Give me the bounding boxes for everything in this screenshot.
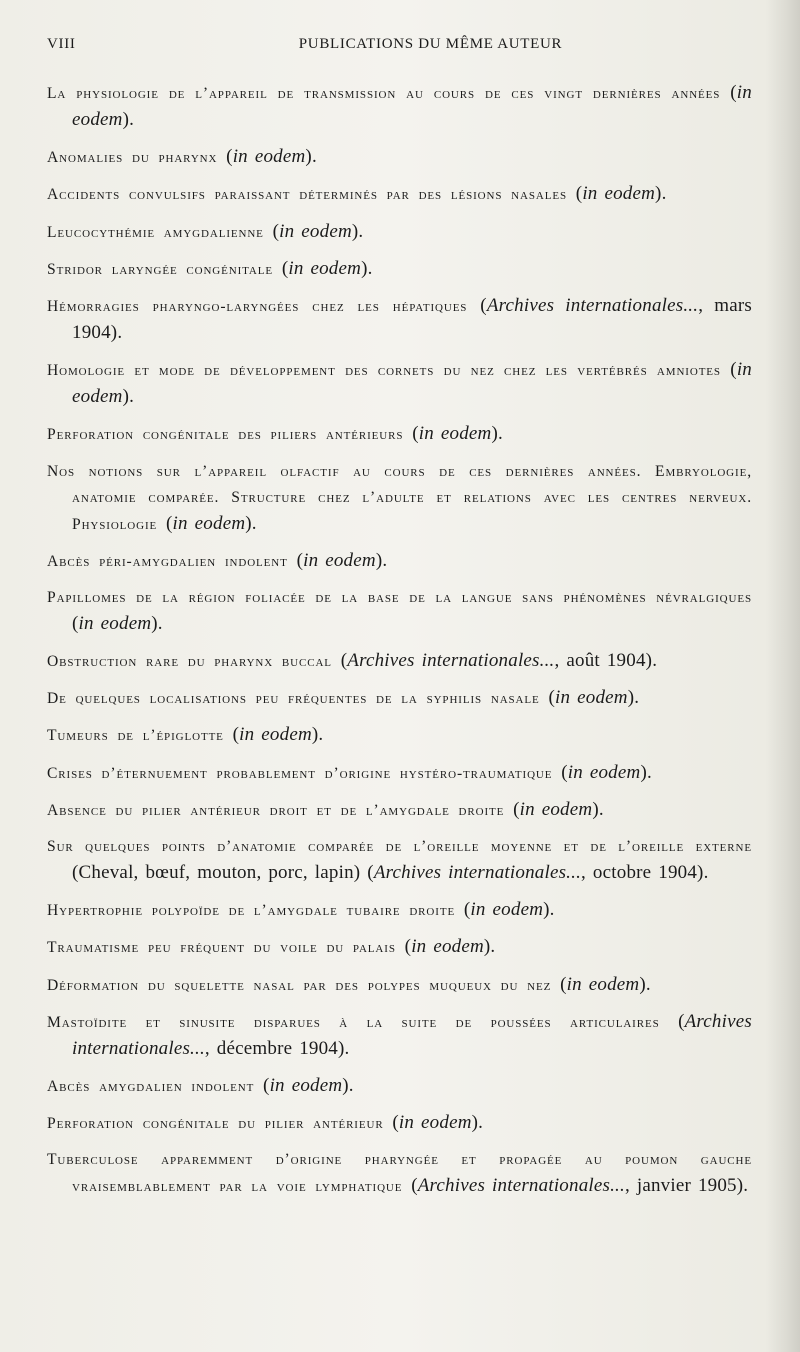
source-italic: in eodem	[582, 183, 656, 205]
source-prefix: (	[575, 183, 583, 205]
source-suffix: , août 1904).	[554, 650, 658, 672]
entry-source	[233, 724, 324, 745]
publication-entry	[47, 548, 752, 575]
source-prefix: (	[166, 512, 173, 534]
entry-title: Absence du pilier antérieur droit et de l’amygdale droite	[47, 801, 505, 819]
entry-title: Obstruction rare du pharynx buccal	[47, 653, 332, 671]
entry-source	[576, 183, 667, 204]
source-italic: in eodem	[72, 82, 752, 130]
source-suffix: ).	[351, 220, 364, 242]
publication-entry	[47, 421, 752, 448]
entry-title: Abcès amygdalien indolent	[47, 1077, 255, 1095]
source-prefix: (	[281, 257, 289, 279]
publication-entry	[47, 293, 752, 347]
entry-source	[392, 1112, 483, 1133]
source-prefix: (	[730, 359, 737, 381]
source-prefix: (	[232, 724, 240, 746]
page-header	[47, 36, 754, 58]
entry-title: Tumeurs de l’épiglotte	[47, 727, 224, 745]
source-prefix: (	[480, 294, 487, 316]
entry-source	[226, 146, 317, 167]
publication-entry	[47, 459, 752, 538]
publication-entry	[47, 1110, 752, 1137]
publication-list	[47, 80, 752, 1211]
source-prefix: (	[513, 798, 520, 820]
source-suffix: ).	[245, 512, 257, 534]
source-prefix: (	[561, 761, 568, 783]
source-prefix: (	[296, 549, 304, 571]
entry-title: Hypertrophie polypoïde de l’amygdale tubaire droite	[47, 902, 456, 920]
publication-entry	[47, 585, 752, 638]
page-gutter-shadow	[766, 0, 800, 1352]
entry-source	[464, 899, 555, 920]
source-suffix: , mars 1904).	[72, 294, 752, 343]
publication-entry	[47, 1147, 752, 1200]
source-italic: in eodem	[470, 899, 544, 921]
publication-entry	[47, 934, 752, 961]
publication-entry	[47, 972, 752, 999]
source-suffix: ).	[471, 1112, 484, 1134]
entry-title: Stridor laryngée congénitale	[47, 260, 273, 278]
source-italic: Archives internationales...	[347, 650, 555, 672]
publication-entry	[47, 797, 752, 824]
entry-source	[273, 221, 364, 242]
entry-title: Nos notions sur l’appareil olfactif au cours de ces dernières années. Embryologie, anatomie comparée. Structure chez l’adulte et relations avec les centres nerveux. Physiologie	[47, 462, 752, 533]
page-number: VIII	[47, 36, 76, 52]
entry-title: De quelques localisations peu fréquentes de la syphilis nasale	[47, 690, 540, 708]
source-prefix: (	[72, 612, 79, 634]
publication-entry	[47, 181, 752, 208]
source-suffix: ).	[483, 936, 496, 958]
entry-source	[166, 513, 257, 534]
entry-title: Hémorragies pharyngo-laryngées chez les hépatiques	[47, 297, 468, 315]
publication-entry	[47, 685, 752, 712]
publication-entry	[47, 357, 752, 411]
source-italic: in eodem	[566, 973, 640, 995]
entry-source	[411, 1175, 748, 1196]
source-prefix: (Cheval, bœuf, mouton, porc, lapin) (	[72, 862, 374, 883]
source-suffix: ).	[543, 899, 555, 921]
source-prefix: (	[272, 220, 280, 242]
source-italic: in eodem	[411, 936, 484, 958]
entry-source	[513, 799, 604, 820]
source-italic: Archives internationales...	[373, 862, 582, 883]
source-italic: in eodem	[72, 359, 752, 408]
entry-source	[282, 258, 373, 279]
source-prefix: (	[412, 423, 419, 445]
source-italic: in eodem	[418, 423, 492, 445]
entry-source	[405, 936, 496, 957]
source-italic: in eodem	[288, 257, 362, 279]
source-italic: in eodem	[172, 512, 246, 534]
source-prefix: (	[463, 899, 471, 921]
source-suffix: , octobre 1904).	[581, 862, 709, 883]
source-italic: in eodem	[303, 549, 376, 571]
publication-entry	[47, 256, 752, 283]
entry-source	[72, 862, 709, 883]
source-suffix: ).	[627, 687, 640, 709]
publication-entry	[47, 834, 752, 887]
entry-title: Homologie et mode de développement des cornets du nez chez les vertébrés amniotes	[47, 362, 721, 380]
publication-entry	[47, 897, 752, 924]
entry-title: Mastoïdite et sinusite disparues à la suite de poussées articulaires	[47, 1013, 660, 1031]
entry-source	[263, 1075, 354, 1096]
entry-source	[412, 423, 503, 444]
entry-title: Crises d’éternuement probablement d’origine hystéro-traumatique	[47, 764, 553, 782]
entry-title: Papillomes de la région foliacée de la base de la langue sans phénomènes névralgiques	[47, 588, 752, 606]
source-prefix: (	[263, 1074, 270, 1096]
entry-source	[341, 650, 657, 671]
source-prefix: (	[340, 650, 348, 672]
publication-entry	[47, 144, 752, 171]
source-suffix: ).	[342, 1074, 354, 1096]
source-italic: Archives internationales...	[417, 1175, 625, 1197]
entry-title: Abcès péri-amygdalien indolent	[47, 552, 288, 570]
source-suffix: , décembre 1904).	[204, 1037, 350, 1059]
entry-title: Déformation du squelette nasal par des polypes muqueux du nez	[47, 976, 552, 994]
publication-entry	[47, 760, 752, 787]
entry-title: Perforation congénitale des piliers antérieurs	[47, 426, 404, 444]
entry-source	[72, 613, 163, 634]
source-italic: Archives internationales...	[486, 294, 699, 316]
entry-title: Tuberculose apparemment d’origine pharyngée et propagée au poumon gauche vraisemblablement par la voie lymphatique	[47, 1151, 752, 1196]
source-italic: in eodem	[554, 687, 628, 709]
source-italic: in eodem	[78, 612, 152, 634]
source-prefix: (	[411, 1175, 418, 1197]
source-italic: in eodem	[567, 761, 641, 783]
source-prefix: (	[226, 146, 233, 168]
source-prefix: (	[678, 1010, 685, 1032]
publication-entry	[47, 722, 752, 749]
publication-entry	[47, 648, 752, 675]
source-italic: in eodem	[239, 724, 312, 746]
source-suffix: ).	[491, 423, 503, 445]
entry-source	[297, 550, 388, 571]
entry-title: La physiologie de l’appareil de transmission au cours de ces vingt dernières années	[47, 85, 721, 102]
entry-title: Sur quelques points d’anatomie comparée de l’oreille moyenne et de l’oreille externe	[47, 838, 752, 855]
source-prefix: (	[560, 973, 567, 995]
source-suffix: ).	[592, 798, 604, 820]
source-prefix: (	[730, 82, 737, 103]
source-suffix: ).	[122, 109, 135, 130]
entry-source	[548, 687, 639, 708]
entry-title: Perforation congénitale du pilier antérieur	[47, 1115, 384, 1133]
publication-entry	[47, 1009, 752, 1063]
source-suffix: ).	[305, 146, 317, 168]
source-prefix: (	[548, 687, 555, 709]
source-italic: in eodem	[519, 798, 593, 820]
source-italic: in eodem	[398, 1112, 472, 1134]
source-suffix: ).	[151, 612, 163, 634]
source-prefix: (	[392, 1112, 399, 1134]
source-italic: in eodem	[279, 220, 352, 242]
source-suffix: ).	[639, 973, 651, 995]
source-suffix: ).	[640, 761, 652, 783]
entry-title: Anomalies du pharynx	[47, 149, 218, 167]
running-title: PUBLICATIONS DU MÊME AUTEUR	[298, 36, 563, 52]
entry-title: Traumatisme peu fréquent du voile du palais	[47, 939, 396, 957]
source-italic: Archives internationales...	[72, 1010, 752, 1059]
entry-source	[560, 974, 651, 995]
source-suffix: ).	[311, 724, 324, 746]
entry-source	[561, 762, 652, 783]
source-italic: in eodem	[232, 146, 306, 168]
publication-entry	[47, 219, 752, 246]
source-suffix: ).	[122, 386, 135, 408]
source-italic: in eodem	[269, 1074, 343, 1096]
source-suffix: ).	[361, 257, 373, 279]
publication-entry	[47, 1073, 752, 1100]
entry-title: Leucocythémie amygdalienne	[47, 223, 264, 241]
source-suffix: ).	[375, 549, 388, 571]
source-suffix: , janvier 1905).	[624, 1175, 749, 1197]
source-suffix: ).	[655, 183, 667, 205]
source-prefix: (	[404, 936, 412, 958]
entry-title: Accidents convulsifs paraissant déterminés par des lésions nasales	[47, 186, 567, 204]
publication-entry	[47, 80, 752, 134]
